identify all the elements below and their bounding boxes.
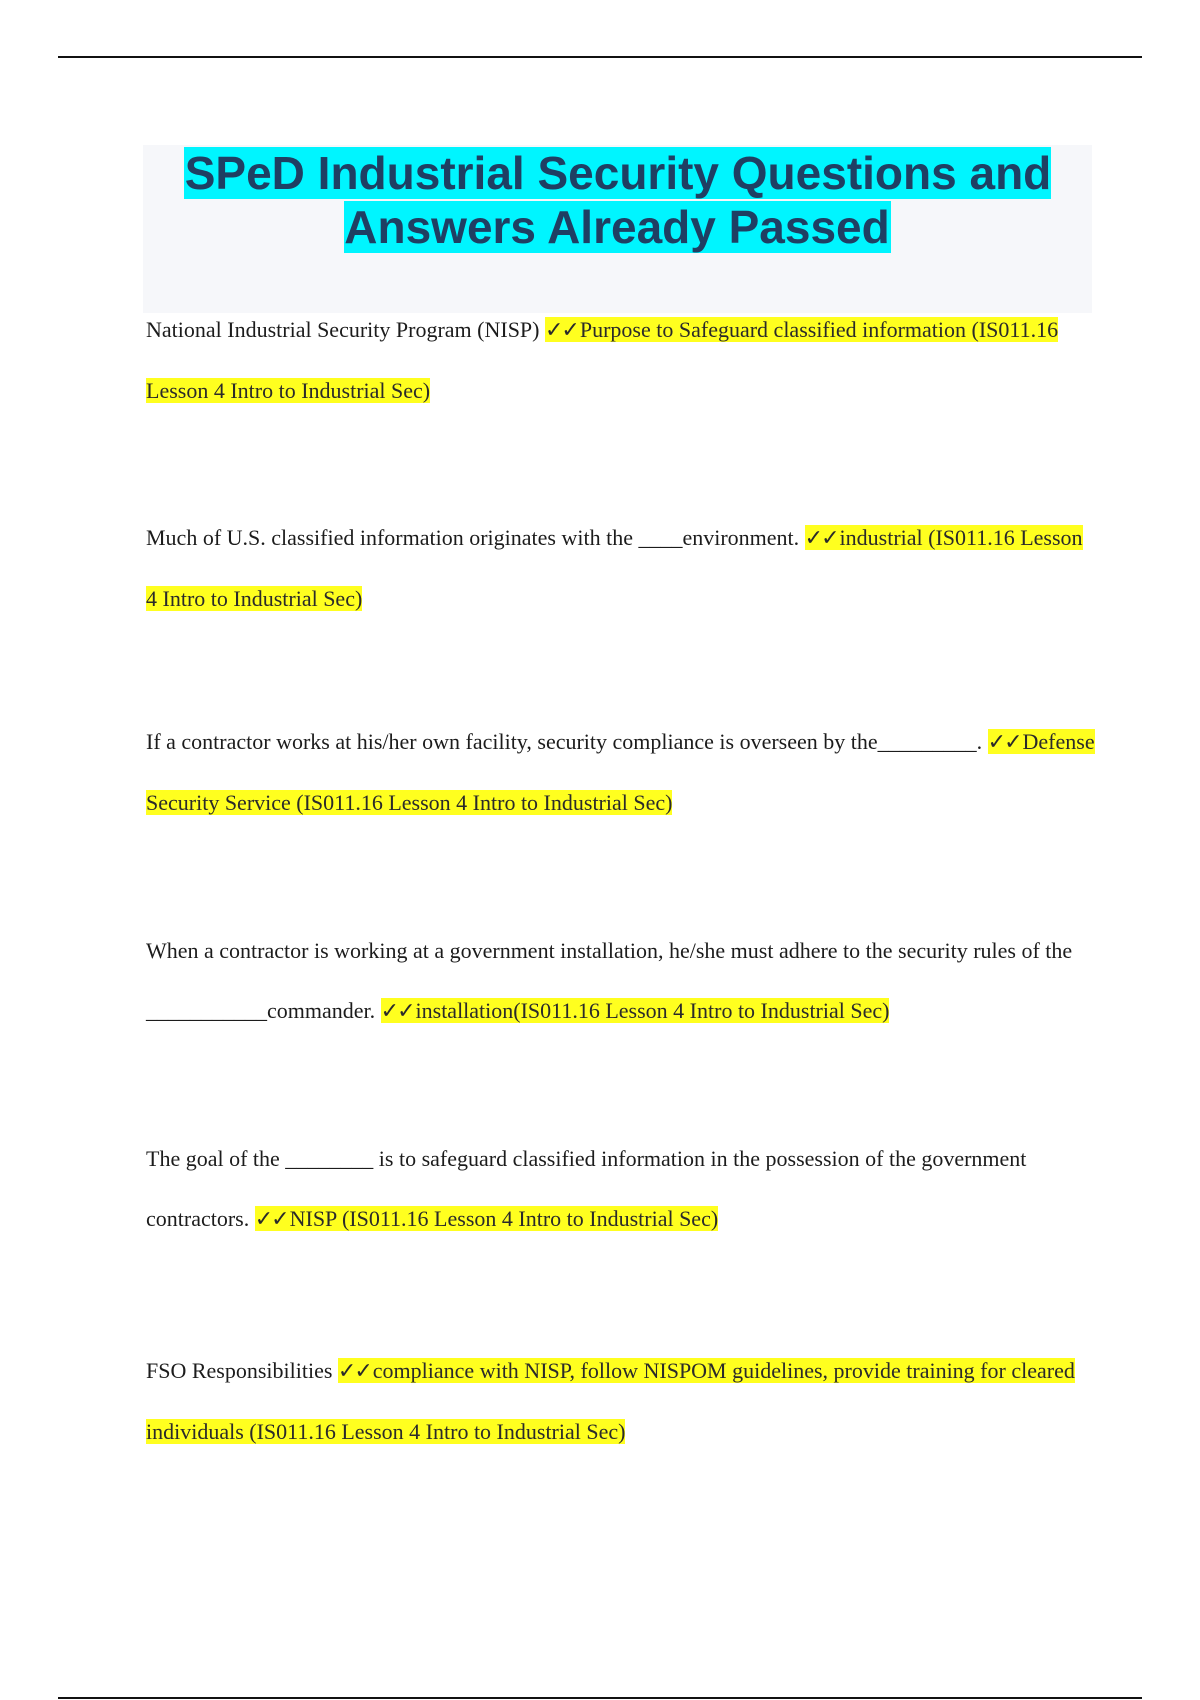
qa-item-6 — [146, 1341, 1096, 1462]
qa-item-2 — [146, 508, 1096, 629]
header-rule — [58, 56, 1142, 58]
double-check-icon: ✓✓ — [987, 730, 1021, 755]
document-title-text: SPeD Industrial Security Questions and Answers Already Passed — [184, 147, 1052, 253]
question-text: The goal of the ________ is to safeguard classified information in the possession of the government contractors. — [146, 1146, 1027, 1231]
answer-highlight — [255, 1206, 718, 1231]
answer-text: industrial (IS011.16 Lesson 4 Intro to Industrial Sec) — [146, 525, 1083, 611]
question-text: FSO Responsibilities — [146, 1358, 338, 1383]
answer-text: NISP (IS011.16 Lesson 4 Intro to Industrial Sec) — [289, 1206, 719, 1231]
footer-rule — [58, 1697, 1142, 1699]
question-text: When a contractor is working at a government installation, he/she must adhere to the security rules of the ___________commander. — [146, 938, 1073, 1023]
question-text: Much of U.S. classified information originates with the ____environment. — [146, 525, 805, 550]
answer-text: compliance with NISP, follow NISPOM guidelines, provide training for cleared individuals (IS011.16 Lesson 4 Intro to Industrial Sec) — [146, 1358, 1075, 1444]
question-text: If a contractor works at his/her own facility, security compliance is overseen by the_________. — [146, 729, 988, 754]
qa-item-1 — [146, 300, 1096, 421]
qa-item-4 — [146, 921, 1096, 1042]
double-check-icon: ✓✓ — [545, 318, 578, 343]
double-check-icon: ✓✓ — [254, 1207, 288, 1232]
qa-item-5 — [146, 1129, 1096, 1250]
answer-text: Defense Security Service (IS011.16 Lesson 4 Intro to Industrial Sec) — [146, 729, 1095, 815]
double-check-icon: ✓✓ — [337, 1359, 371, 1384]
double-check-icon: ✓✓ — [804, 526, 838, 551]
qa-item-3 — [146, 712, 1096, 833]
double-check-icon: ✓✓ — [380, 999, 414, 1024]
question-text: National Industrial Security Program (NISP) — [146, 317, 545, 342]
document-title — [143, 146, 1092, 254]
answer-text: installation(IS011.16 Lesson 4 Intro to Industrial Sec) — [415, 998, 890, 1023]
answer-highlight — [381, 998, 890, 1023]
answer-text: Purpose to Safeguard classified information (IS011.16 Lesson 4 Intro to Industrial Sec) — [146, 317, 1059, 403]
